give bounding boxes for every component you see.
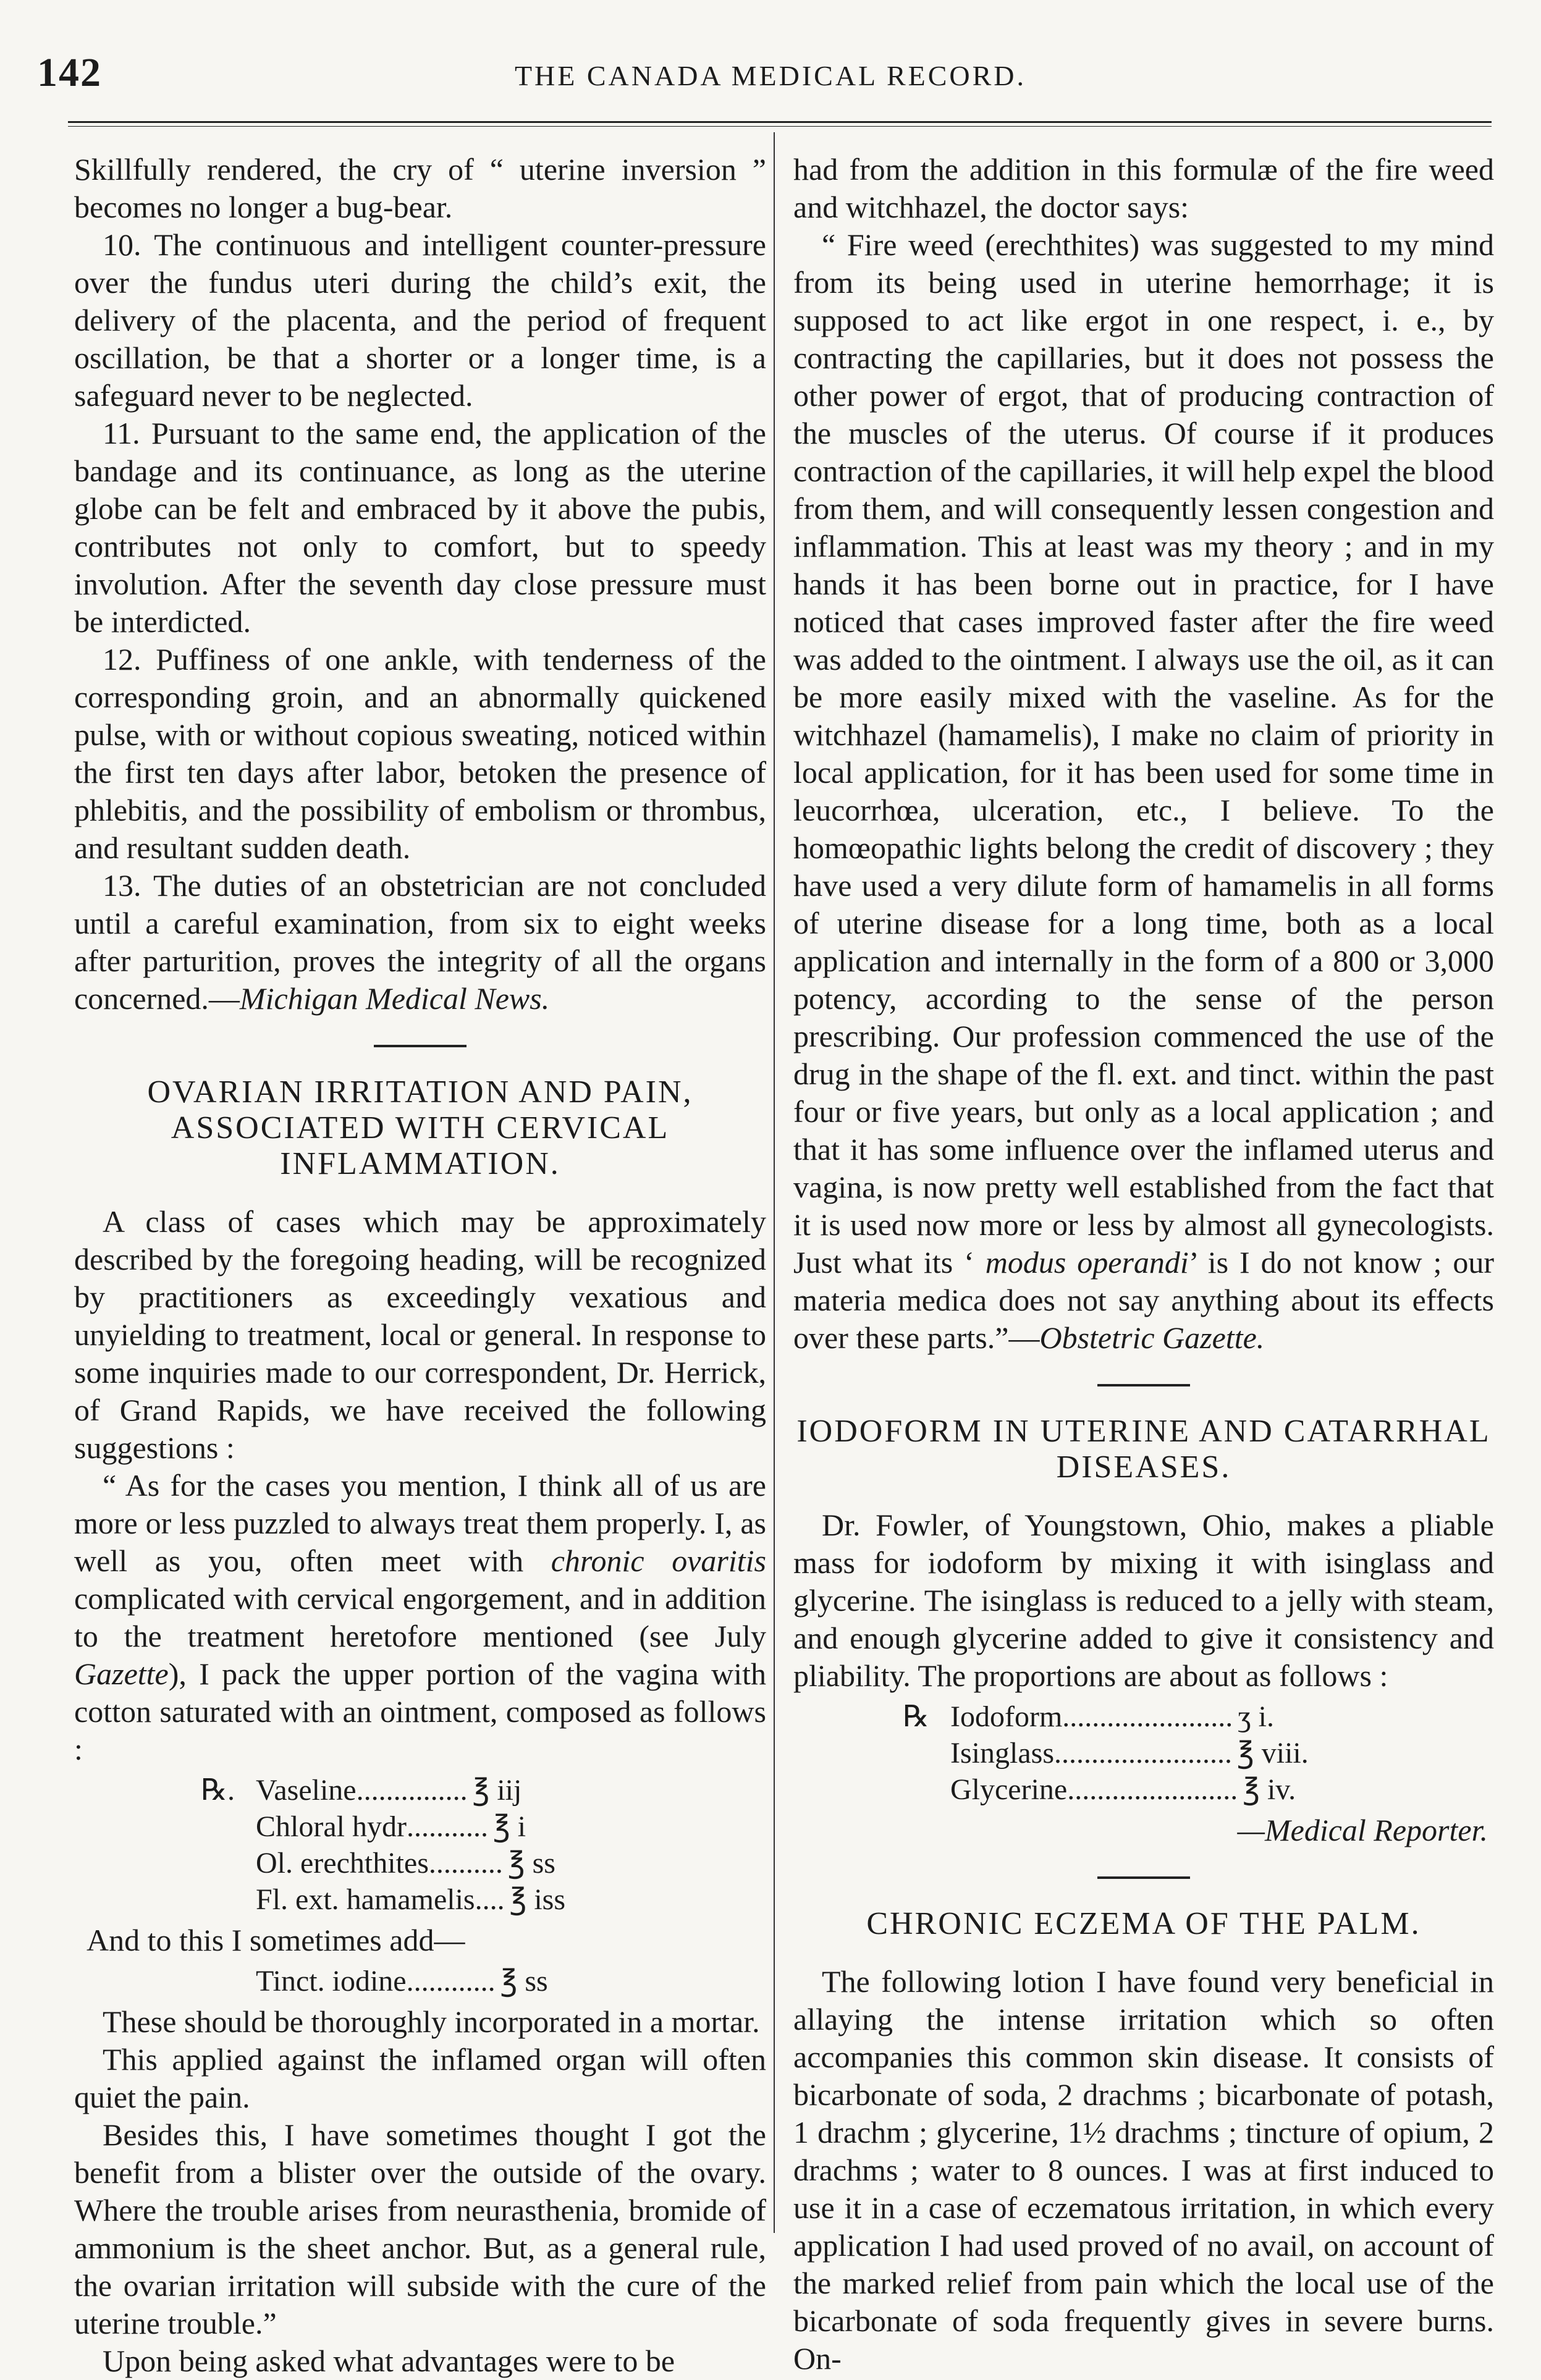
- paragraph: Dr. Fowler, of Youngstown, Ohio, makes a pliable mass for iodoform by mixing it with isinglass and glycerine. The isinglass is reduced to a jelly with steam, and enough glycerine added to give it consistency and pliability. The proportions are about as follows :: [793, 1508, 1494, 1693]
- ingredient: Glycerine: [950, 1773, 1068, 1806]
- prescription-line: [161, 1881, 593, 1918]
- paragraph: [74, 867, 766, 1018]
- ingredient: Fl. ext. hamamelis: [256, 1883, 475, 1916]
- ingredient: Iodoform: [950, 1700, 1063, 1733]
- paragraph: Skillfully rendered, the cry of “ uterine inversion ” becomes no longer a bug-bear.: [74, 152, 766, 224]
- quantity: ℥ ss: [507, 1847, 555, 1880]
- paragraph: These should be thoroughly incorporated in a mortar.: [103, 2004, 760, 2039]
- source-citation: Obstetric Gazette.: [1039, 1320, 1265, 1355]
- prescription-line: [161, 1772, 593, 1808]
- ingredient: Chloral hydr: [256, 1810, 407, 1843]
- article-heading: OVARIAN IRRITATION AND PAIN, ASSOCIATED WITH CERVICAL INFLAMMATION.: [147, 1074, 693, 1181]
- prescription-line: [161, 1808, 593, 1845]
- paragraph: had from the addition in this formulæ of the fire weed and witchhazel, the doctor says:: [793, 152, 1494, 224]
- italic-term: modus operandi: [985, 1245, 1189, 1280]
- prescription-line: [161, 1845, 593, 1881]
- source-citation: —Medical Reporter.: [1237, 1813, 1488, 1847]
- source-citation: Michigan Medical News.: [239, 981, 550, 1016]
- ingredient: Isinglass: [950, 1737, 1054, 1770]
- prescription-line: [855, 1735, 1387, 1771]
- prescription: [161, 1963, 593, 1999]
- leader-dots: .......................: [1062, 1700, 1233, 1733]
- quantity: ℥ viii.: [1237, 1737, 1309, 1770]
- leader-dots: ...........: [406, 1810, 488, 1843]
- quantity: ℥ iij: [472, 1774, 522, 1807]
- recipe-symbol: [161, 1845, 256, 1881]
- paragraph-text: “ As for the cases you mention, I think all of us are more or less puzzled to always treat them properly. I, as well as you, often meet with: [74, 1468, 766, 1578]
- column-divider: [774, 132, 775, 2233]
- paragraph: And to this I sometimes add—: [87, 1923, 465, 1957]
- italic-term: chronic ovaritis: [551, 1543, 766, 1578]
- recipe-symbol: [161, 1963, 256, 1999]
- italic-term: Gazette: [74, 1656, 169, 1691]
- paragraph: This applied against the inflamed organ will often quiet the pain.: [74, 2042, 766, 2114]
- paragraph: Upon being asked what advantages were to be: [103, 2344, 675, 2378]
- quantity: ℥ iss: [509, 1883, 566, 1916]
- prescription: [161, 1772, 593, 1918]
- quantity: ℥ ss: [500, 1965, 548, 1998]
- paragraph-text: ’ is I do not know ; our materia medica does not say anything about its effects over these parts.”—: [793, 1245, 1495, 1355]
- left-column: [74, 151, 766, 2380]
- recipe-symbol: [161, 1881, 256, 1918]
- paragraph: 10. The continuous and intelligent counter-pressure over the fundus uteri during the child’s exit, the delivery of the placenta, and the period of frequent oscillation, be that a shorter or a longer time, is a safeguard never to be neglected.: [74, 227, 766, 413]
- section-rule: [374, 1045, 467, 1047]
- paragraph: [793, 226, 1494, 1357]
- paragraph: Besides this, I have sometimes thought I got the benefit from a blister over the outside of the ovary. Where the trouble arises from neurasthenia, bromide of ammonium is the sheet anchor. But, as a general rule, the ovarian irritation will subside with the cure of the uterine trouble.”: [74, 2117, 766, 2340]
- recipe-symbol: ℞: [902, 1700, 929, 1733]
- page-number: 142: [37, 50, 102, 95]
- paragraph-text: ), I pack the upper portion of the vagina with cotton saturated with an ointment, composed as follows :: [74, 1656, 766, 1766]
- paragraph: 11. Pursuant to the same end, the application of the bandage and its continuance, as long as the uterine globe can be felt and embraced by it above the pubis, contributes not only to comfort, but to speedy involution. After the seventh day close pressure must be interdicted.: [74, 416, 766, 639]
- section-rule: [1097, 1876, 1190, 1879]
- article-heading: IODOFORM IN UTERINE AND CATARRHAL DISEASES.: [796, 1414, 1491, 1485]
- recipe-symbol: [161, 1808, 256, 1845]
- paragraph-text: “ Fire weed (erechthites) was suggested to my mind from its being used in uterine hemorrhage; it is supposed to act like ergot in one respect, i. e., by contracting the capillaries, but it does not possess the other power of ergot, that of producing contraction of the muscles of the uterus. Of course if it produces contraction of the capillaries, it will help expel the blood from them, and will consequently lessen congestion and inflammation. This at least was my theory ; and in my hands it has been borne out in practice, for I have noticed that cases improved faster after the fire weed was added to the ointment. I always use the oil, as it can be more easily mixed with the vaseline. As for the witchhazel (hamamelis), I make no claim of priority in local application, for it has been used for some time in leucorrhœa, ulceration, etc., I believe. To the homœopathic lights belong the credit of discovery ; they have used a very dilute form of hamamelis in all forms of uterine disease for a long time, both as a local application and internally in the form of a 800 or 3,000 potency, according to the sense of the person prescribing. Our profession commenced the use of the drug in the shape of the fl. ext. and tinct. within the past four or five years, but only as a local application ; and that it has some influence over the inflamed uterus and vagina, is now pretty well established from the fact that it is used now more or less by almost all gynecologists. Just what its ‘: [793, 227, 1494, 1280]
- ingredient: Vaseline: [256, 1774, 357, 1807]
- leader-dots: ...............: [356, 1774, 468, 1807]
- paragraph: [74, 1467, 766, 1768]
- ingredient: Tinct. iodine: [256, 1965, 407, 1998]
- paragraph: The following lotion I have found very beneficial in allaying the intense irritation which so often accompanies this common skin disease. It consists of bicarbonate of soda, 2 drachms ; bicarbonate of potash, 1 drachm ; glycerine, 1½ drachms ; tincture of opium, 2 drachms ; water to 8 ounces. I was at first induced to use it in a case of eczematous irritation, in which every application I had used proved of no avail, on account of the marked relief from pain which the local use of the bicarbonate of soda frequently gives in severe burns. On-: [793, 1964, 1494, 2376]
- prescription-line: [855, 1771, 1387, 1808]
- prescription-line: [855, 1698, 1387, 1735]
- leader-dots: ....: [475, 1883, 505, 1916]
- leader-dots: ..........: [428, 1847, 503, 1880]
- right-column: [793, 151, 1494, 2378]
- leader-dots: .......................: [1067, 1773, 1238, 1806]
- running-head: THE CANADA MEDICAL RECORD.: [514, 60, 1027, 91]
- paragraph: 12. Puffiness of one ankle, with tenderness of the corresponding groin, and an abnormally quickened pulse, with or without copious sweating, noticed within the first ten days after labor, betoken the presence of phlebitis, and the possibility of embolism or thrombus, and resultant sudden death.: [74, 642, 766, 865]
- header-rule: [68, 121, 1492, 127]
- recipe-symbol: ℞.: [200, 1774, 235, 1807]
- article-heading: CHRONIC ECZEMA OF THE PALM.: [866, 1906, 1421, 1941]
- recipe-symbol: [855, 1771, 950, 1808]
- recipe-symbol: [855, 1735, 950, 1771]
- leader-dots: ........................: [1054, 1737, 1232, 1770]
- ingredient: Ol. erechthites: [256, 1847, 429, 1880]
- quantity: ℥ iv.: [1243, 1773, 1296, 1806]
- quantity: ʒ i.: [1238, 1700, 1274, 1733]
- paragraph-text: 13. The duties of an obstetrician are not concluded until a careful examination, from six to eight weeks after parturition, proves the integrity of all the organs concerned.—: [74, 868, 766, 1016]
- prescription-line: [161, 1963, 593, 1999]
- paragraph: A class of cases which may be approximately described by the foregoing heading, will be recognized by practitioners as exceedingly vexatious and unyielding to treatment, local or general. In response to some inquiries made to our correspondent, Dr. Herrick, of Grand Rapids, we have received the following suggestions :: [74, 1204, 766, 1465]
- prescription: [855, 1698, 1387, 1808]
- leader-dots: ............: [406, 1965, 496, 1998]
- section-rule: [1097, 1384, 1190, 1386]
- paragraph-text: complicated with cervical engorgement, and in addition to the treatment heretofore mentioned (see July: [74, 1581, 766, 1653]
- quantity: ℥ i: [492, 1810, 526, 1843]
